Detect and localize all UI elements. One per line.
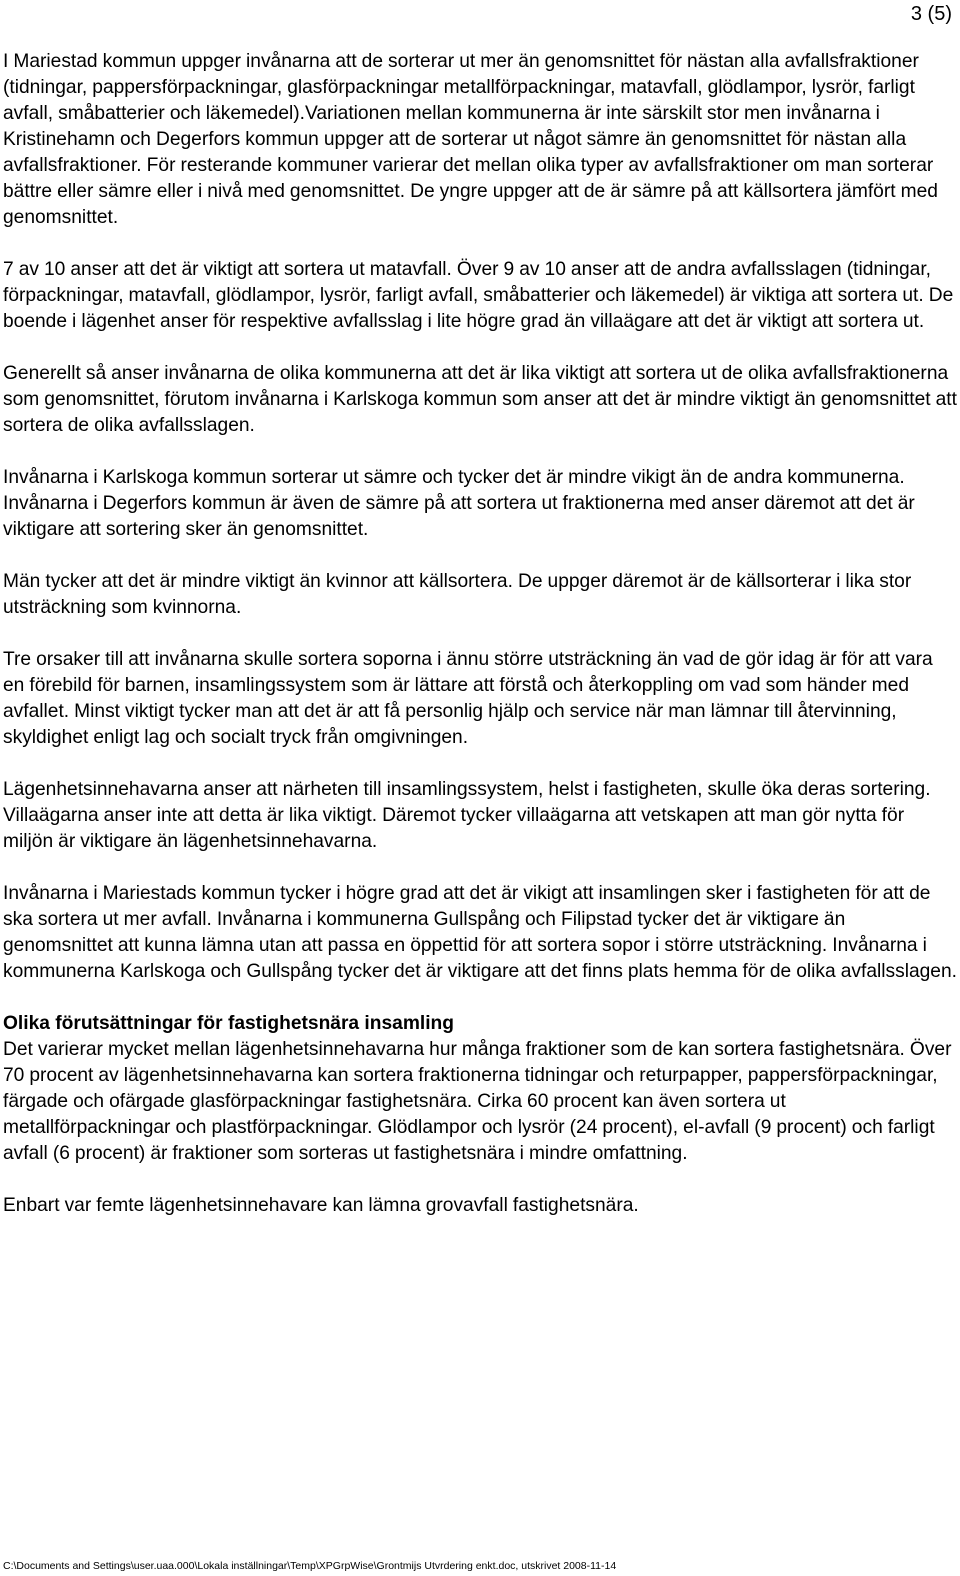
paragraph-reasons-to-sort: Tre orsaker till att invånarna skulle sortera soporna i ännu större utsträckning än vad de gör idag är för att vara en förebild för barnen, insamlingssystem som är lättare att förstå och återkoppling om vad som händer med avfallet. Minst viktigt tycker man att det är att få personlig hjälp och service när man lämnar till återvinning, skyldighet enligt lag och socialt tryck från omgivningen. [3, 649, 933, 748]
paragraph-gender-differences: Män tycker att det är mindre viktigt än kvinnor att källsortera. De uppger däremot är de källsorterar i lika stor utsträckning som kvinnorna. [3, 571, 912, 618]
paragraph-municipality-preferences: Invånarna i Mariestads kommun tycker i högre grad att det är vikigt att insamlingen sker i fastigheten för att de ska sortera ut mer avfall. Invånarna i kommunerna Gullspång och Filipstad tycker det är viktigare än genomsnittet att kunna lämna utan att passa en öppettid för att sortera sopor i större utsträckning. Invånarna i kommunerna Karlskoga och Gullspång tycker det är viktigare att det finns plats hemma för de olika avfallsslagen. [3, 883, 957, 982]
section-heading: Olika förutsättningar för fastighetsnära insamling [3, 1013, 454, 1034]
paragraph-municipality-comparison: Generellt så anser invånarna de olika kommunerna att det är lika viktigt att sortera ut de olika avfallsfraktionerna som genomsnittet, förutom invånarna i Karlskoga kommun som anser att det är mindre viktigt än genomsnittet att sortera de olika avfallsslagen. [3, 363, 957, 436]
footer-file-path: C:\Documents and Settings\user.uaa.000\Lokala inställningar\Temp\XPGrpWise\Grontmijs Utvrdering enkt.doc, utskrivet 2008-11-14 [3, 1560, 617, 1572]
paragraph-apartment-vs-villa: Lägenhetsinnehavarna anser att närheten till insamlingssystem, helst i fastigheten, skulle öka deras sortering. Villaägarna anser inte att detta är lika viktigt. Däremot tycker villaägarna att vetskapen att man gör nytta för miljön är viktigare än lägenhetsinnehavarna. [3, 779, 931, 852]
paragraph-karlskoga-degerfors: Invånarna i Karlskoga kommun sorterar ut sämre och tycker det är mindre vikigt än de andra kommunerna. Invånarna i Degerfors kommun är även de sämre på att sortera ut fraktionerna med anser däremot att det är viktigare att sortering sker än genomsnittet. [3, 467, 915, 540]
paragraph-grovavfall: Enbart var femte lägenhetsinnehavare kan lämna grovavfall fastighetsnära. [3, 1195, 639, 1216]
document-body [3, 49, 957, 1245]
page-number: 3 (5) [910, 3, 952, 25]
paragraph-importance-of-sorting: 7 av 10 anser att det är viktigt att sortera ut matavfall. Över 9 av 10 anser att de andra avfallsslagen (tidningar, förpackningar, matavfall, glödlampor, lysrör, farligt avfall, småbatterier och läkemedel) är viktiga att sortera ut. De boende i lägenhet anser för respektive avfallsslag i lite högre grad än villaägare att det är viktigt att sortera ut. [3, 259, 954, 332]
paragraph-fastighetsnara-fractions: Det varierar mycket mellan lägenhetsinnehavarna hur många fraktioner som de kan sortera fastighetsnära. Över 70 procent av lägenhetsinnehavarna kan sortera fraktionerna tidningar och returpapper, pappersförpackningar, färgade och ofärgade glasförpackningar fastighetsnära. Cirka 60 procent kan även sortera ut metallförpackningar och plastförpackningar. Glödlampor och lysrör (24 procent), el-avfall (9 procent) och farligt avfall (6 procent) är fraktioner som sorteras ut fastighetsnära i mindre omfattning. [3, 1039, 952, 1164]
paragraph-sorting-by-municipality: I Mariestad kommun uppger invånarna att de sorterar ut mer än genomsnittet för nästan alla avfallsfraktioner (tidningar, pappersförpackningar, glasförpackningar metallförpackningar, matavfall, glödlampor, lysrör, farligt avfall, småbatterier och läkemedel).Variationen mellan kommunerna är inte särskilt stor men invånarna i Kristinehamn och Degerfors kommun uppger att de sorterar ut något sämre än genomsnittet för nästan alla avfallsfraktioner. För resterande kommuner varierar det mellan olika typer av avfallsfraktioner om man sorterar bättre eller sämre eller i nivå med genomsnittet. De yngre uppger att de är sämre på att källsortera jämfört med genomsnittet. [3, 51, 938, 228]
